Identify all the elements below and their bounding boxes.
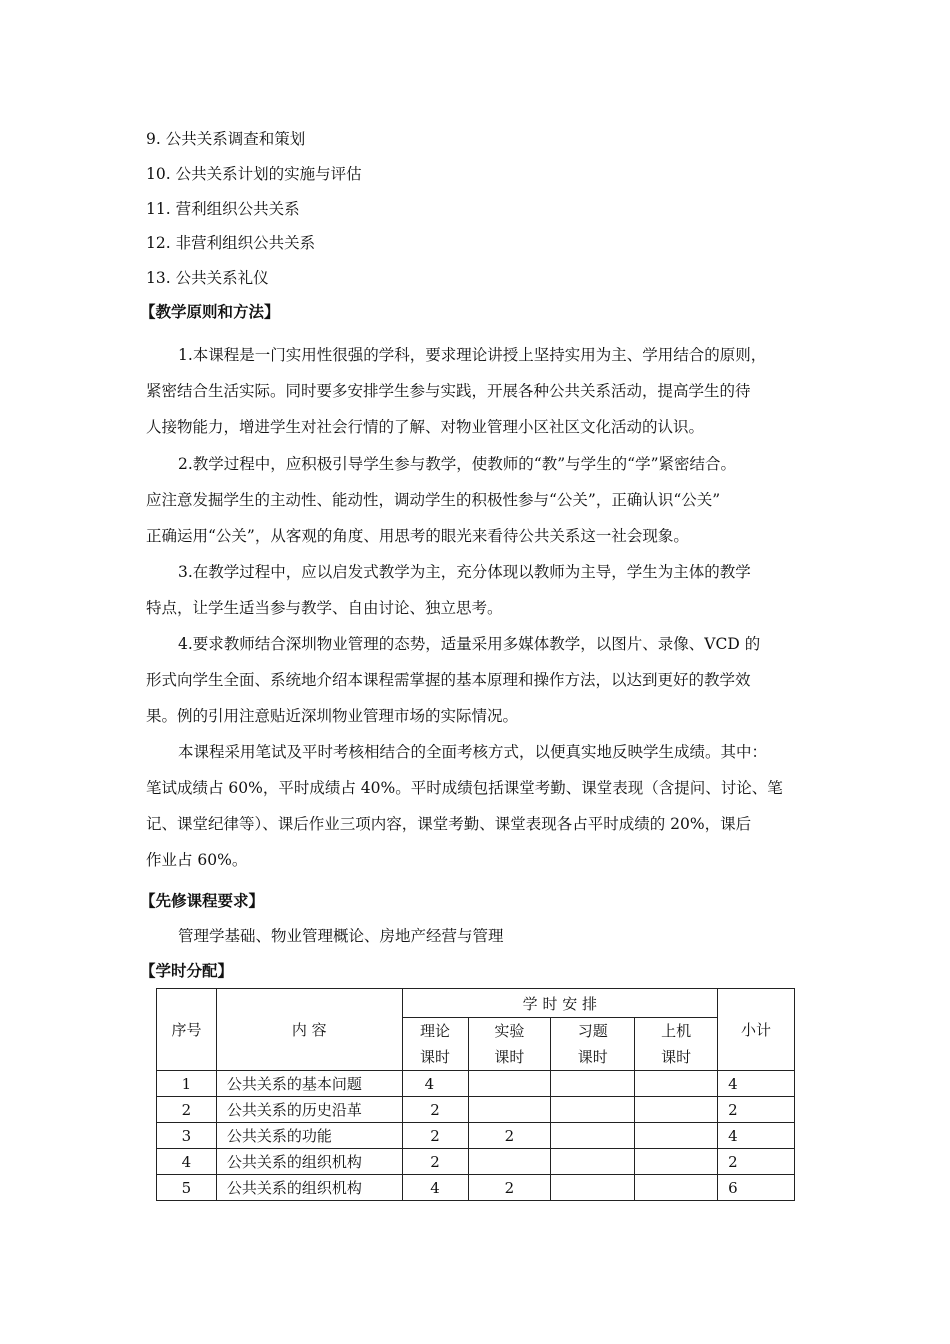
cell-computer — [635, 1097, 718, 1123]
cell-seq: 5 — [157, 1175, 217, 1201]
section-heading-methods: 【教学原则和方法】 — [140, 303, 280, 321]
cell-content: 公共关系的基本问题 — [216, 1071, 402, 1097]
section-heading-hours: 【学时分配】 — [140, 962, 234, 980]
cell-experiment — [468, 1071, 551, 1097]
cell-experiment: 2 — [468, 1123, 551, 1149]
cell-experiment: 2 — [468, 1175, 551, 1201]
paragraph-line: 2.教学过程中，应积极引导学生参与教学，使教师的“教”与学生的“学”紧密结合。 — [178, 455, 736, 473]
paragraph-line: 果。例的引用注意贴近深圳物业管理市场的实际情况。 — [146, 707, 519, 725]
cell-exercise — [551, 1097, 635, 1123]
methods-paragraph-2 — [146, 446, 816, 554]
cell-exercise — [551, 1175, 635, 1201]
cell-theory: 2 — [402, 1097, 468, 1123]
outline-item: 9. 公共关系调查和策划 — [146, 130, 306, 148]
cell-subtotal: 4 — [718, 1071, 795, 1097]
paragraph-line: 3.在教学过程中，应以启发式教学为主，充分体现以教师为主导，学生为主体的教学 — [178, 563, 751, 581]
cell-computer — [635, 1071, 718, 1097]
cell-content: 公共关系的功能 — [216, 1123, 402, 1149]
table-row — [157, 1149, 795, 1175]
cell-theory: 2 — [402, 1149, 468, 1175]
table-row — [157, 1097, 795, 1123]
header-line: 习题 — [577, 1022, 608, 1040]
outline-item: 12. 非营利组织公共关系 — [146, 234, 316, 252]
table-row — [157, 1123, 795, 1149]
table-row — [157, 1071, 795, 1097]
cell-subtotal: 2 — [718, 1097, 795, 1123]
cell-subtotal: 4 — [718, 1123, 795, 1149]
methods-paragraph-4 — [146, 626, 816, 734]
header-seq: 序号 — [157, 989, 217, 1071]
header-line: 理论 — [420, 1022, 451, 1040]
outline-item: 11. 营利组织公共关系 — [146, 200, 300, 218]
paragraph-line: 特点，让学生适当参与教学、自由讨论、独立思考。 — [146, 599, 503, 617]
header-experiment — [468, 1018, 551, 1071]
hours-table — [156, 988, 795, 1201]
cell-experiment — [468, 1149, 551, 1175]
cell-subtotal: 2 — [718, 1149, 795, 1175]
paragraph-line: 形式向学生全面、系统地介绍本课程需掌握的基本原理和操作方法，以达到更好的教学效 — [146, 671, 751, 689]
methods-paragraph-1 — [146, 337, 816, 445]
header-exercise — [551, 1018, 635, 1071]
paragraph-line: 记、课堂纪律等）、课后作业三项内容，课堂考勤、课堂表现各占平时成绩的 20%，课后 — [146, 815, 752, 833]
cell-seq: 3 — [157, 1123, 217, 1149]
paragraph-line: 应注意发掘学生的主动性、能动性，调动学生的积极性参与“公关”，正确认识“公关” — [146, 491, 721, 509]
cell-content: 公共关系的历史沿革 — [216, 1097, 402, 1123]
cell-theory: 4 — [402, 1175, 468, 1201]
cell-computer — [635, 1149, 718, 1175]
header-line: 课时 — [577, 1048, 608, 1066]
cell-seq: 4 — [157, 1149, 217, 1175]
paragraph-line: 1.本课程是一门实用性很强的学科，要求理论讲授上坚持实用为主、学用结合的原则， — [178, 346, 767, 364]
assessment-paragraph — [146, 734, 816, 878]
cell-experiment — [468, 1097, 551, 1123]
cell-seq: 1 — [157, 1071, 217, 1097]
header-arrangement: 学 时 安 排 — [402, 989, 718, 1018]
header-content: 内 容 — [216, 989, 402, 1071]
methods-paragraph-3 — [146, 554, 816, 626]
header-line: 课时 — [420, 1048, 451, 1066]
cell-computer — [635, 1123, 718, 1149]
header-computer — [635, 1018, 718, 1071]
cell-theory: 4 — [402, 1071, 468, 1097]
outline-item: 10. 公共关系计划的实施与评估 — [146, 165, 362, 183]
header-line: 课时 — [494, 1048, 525, 1066]
paragraph-line: 4.要求教师结合深圳物业管理的态势，适量采用多媒体教学，以图片、录像、VCD 的 — [178, 635, 761, 653]
cell-subtotal: 6 — [718, 1175, 795, 1201]
cell-exercise — [551, 1123, 635, 1149]
header-theory — [402, 1018, 468, 1071]
cell-exercise — [551, 1071, 635, 1097]
table-header-row — [157, 989, 795, 1018]
cell-seq: 2 — [157, 1097, 217, 1123]
table-row — [157, 1175, 795, 1201]
cell-theory: 2 — [402, 1123, 468, 1149]
header-line: 上机 — [661, 1022, 692, 1040]
cell-content: 公共关系的组织机构 — [216, 1149, 402, 1175]
paragraph-line: 正确运用“公关”，从客观的角度、用思考的眼光来看待公共关系这一社会现象。 — [146, 527, 689, 545]
prereq-text: 管理学基础、物业管理概论、房地产经营与管理 — [178, 927, 504, 945]
header-subtotal: 小计 — [718, 989, 795, 1071]
paragraph-line: 人接物能力，增进学生对社会行情的了解、对物业管理小区社区文化活动的认识。 — [146, 418, 705, 436]
paragraph-line: 作业占 60%。 — [146, 851, 248, 869]
section-heading-prereq: 【先修课程要求】 — [140, 892, 265, 910]
cell-content: 公共关系的组织机构 — [216, 1175, 402, 1201]
paragraph-line: 本课程采用笔试及平时考核相结合的全面考核方式，以便真实地反映学生成绩。其中： — [178, 743, 768, 761]
outline-item: 13. 公共关系礼仪 — [146, 269, 269, 287]
header-line: 实验 — [494, 1022, 525, 1040]
paragraph-line: 紧密结合生活实际。同时要多安排学生参与实践，开展各种公共关系活动，提高学生的待 — [146, 382, 751, 400]
cell-computer — [635, 1175, 718, 1201]
header-line: 课时 — [661, 1048, 692, 1066]
cell-exercise — [551, 1149, 635, 1175]
paragraph-line: 笔试成绩占 60%，平时成绩占 40%。平时成绩包括课堂考勤、课堂表现（含提问、讨论、笔 — [146, 779, 783, 797]
